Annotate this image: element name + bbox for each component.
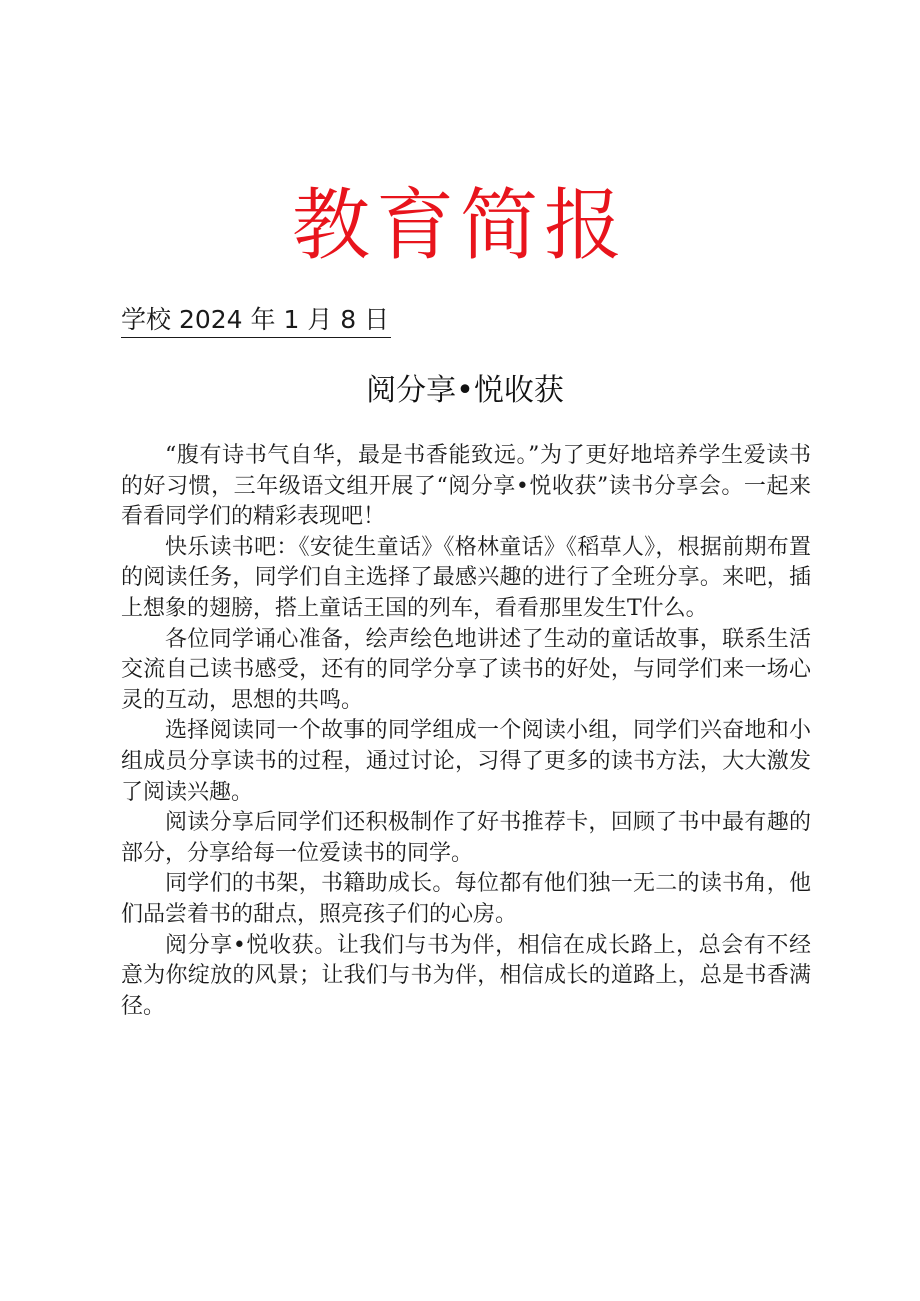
article-paragraph-conclusion: 阅分享•悦收获。让我们与书为伴，相信在成长路上，总会有不经意为你绽放的风景；让我们与书为伴，相信成长的道路上，总是书香满径。 [121, 932, 811, 1019]
article-body [121, 441, 811, 1022]
article-paragraph-recommendation-cards: 阅读分享后同学们还积极制作了好书推荐卡，回顾了书中最有趣的部分，分享给每一位爱读书的同学。 [121, 810, 811, 866]
article-paragraph-bookshelf: 同学们的书架，书籍助成长。每位都有他们独一无二的读书角，他们品尝着书的甜点，照亮孩子们的心房。 [121, 871, 811, 927]
newsletter-masthead: 教育简报 [291, 181, 628, 271]
school-dateline: 学校 2024 年 1 月 8 日 [121, 303, 391, 338]
article-paragraph-reading-groups: 选择阅读同一个故事的同学组成一个阅读小组，同学们兴奋地和小组成员分享读书的过程，通过讨论，习得了更多的读书方法，大大激发了阅读兴趣。 [121, 718, 811, 805]
article-paragraph-reading-bar: 快乐读书吧：《安徒生童话》《格林童话》《稻草人》，根据前期布置的阅读任务，同学们自主选择了最感兴趣的进行了全班分享。来吧，插上想象的翅膀，搭上童话王国的列车，看看那里发生T什么。 [121, 534, 811, 621]
article-paragraph-storytelling: 各位同学诵心准备，绘声绘色地讲述了生动的童话故事，联系生活交流自己读书感受，还有的同学分享了读书的好处，与同学们来一场心灵的互动，思想的共鸣。 [121, 626, 811, 713]
article-title: 阅分享•悦收获 [366, 373, 564, 408]
article-paragraph-intro: “腹有诗书气自华，最是书香能致远。”为了更好地培养学生爱读书的好习惯，三年级语文组开展了“阅分享•悦收获”读书分享会。一起来看看同学们的精彩表现吧！ [121, 443, 811, 530]
